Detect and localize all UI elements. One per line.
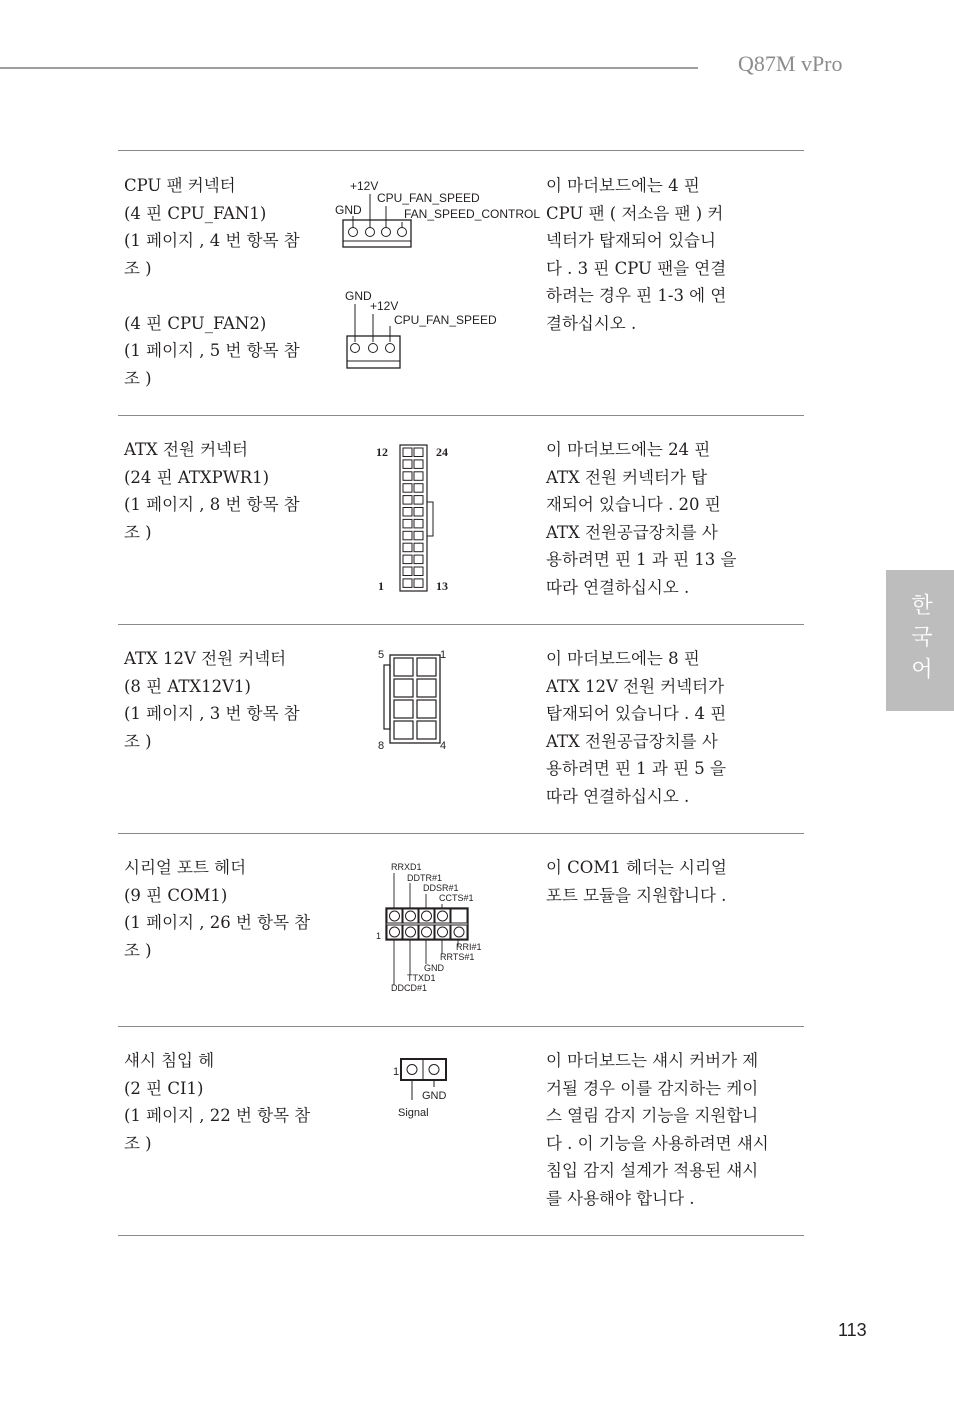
text-line: (4 핀 CPU_FAN2)	[124, 313, 267, 333]
pin-label: Signal	[398, 1107, 429, 1119]
pin-label: 8	[378, 740, 385, 752]
atx-pin	[403, 496, 412, 505]
text-line: 조 )	[124, 368, 152, 388]
atx-pin	[403, 460, 412, 469]
atx-pin	[403, 579, 412, 588]
atx-pin	[403, 567, 412, 576]
atx-pin	[403, 543, 412, 552]
pin-label: RRI#1	[456, 942, 482, 952]
pin-label: +12V	[350, 179, 379, 193]
pin-label: DDCD#1	[391, 983, 428, 993]
text-line: 침입 감지 설계가 적용된 섀시	[546, 1161, 759, 1180]
pin-label: CPU_FAN_SPEED	[377, 191, 480, 205]
text-line: ATX 전원 커넥터가 탑	[546, 467, 708, 487]
text-line: (2 핀 CI1)	[124, 1078, 204, 1098]
atx-pin	[414, 567, 423, 576]
atx-pin	[403, 531, 412, 540]
text-line: 거될 경우 이를 감지하는 케이	[546, 1078, 759, 1098]
pin-label: 1	[393, 1066, 400, 1078]
text-line: ATX 전원공급장치를 사	[546, 731, 718, 751]
pin-label: 12	[376, 445, 388, 459]
text-line: ATX 12V 전원 커넥터가	[546, 676, 725, 696]
pin-label: 1	[440, 649, 447, 661]
text-line: 다 . 3 핀 CPU 팬을 연결	[546, 258, 727, 278]
text-line: 이 COM1 헤더는 시리얼	[546, 858, 727, 877]
text-line: 용하려면 핀 1 과 핀 13 을	[546, 550, 737, 569]
atx-pin	[414, 508, 423, 517]
text-line: 조 )	[124, 940, 152, 960]
row-divider	[118, 415, 804, 416]
pin-label: GND	[335, 203, 362, 217]
atx-pin	[403, 519, 412, 528]
language-tab-label: 한국어	[907, 592, 933, 689]
text-line: 용하려면 핀 1 과 핀 5 을	[546, 759, 726, 778]
pin-label: CPU_FAN_SPEED	[394, 313, 497, 327]
com1-pin-diagram	[372, 858, 492, 998]
atx-pin	[403, 508, 412, 517]
chassis-intrusion-pin-diagram	[390, 1055, 470, 1125]
text-line: 를 사용해야 합니다 .	[546, 1188, 695, 1208]
text-line: (1 페이지 , 26 번 항목 참	[124, 913, 311, 932]
text-line: (24 핀 ATXPWR1)	[124, 467, 270, 487]
atx-pin	[414, 496, 423, 505]
text-line: 하려는 경우 핀 1-3 에 연	[546, 286, 727, 305]
pin-label: TTXD1	[407, 973, 436, 983]
connector-description-cpu-fan	[546, 172, 796, 337]
text-line: 이 마더보드는 섀시 커버가 제	[546, 1051, 759, 1070]
pin-label: +12V	[370, 299, 399, 313]
text-line: 섀시 침입 헤	[124, 1051, 215, 1070]
atx-pin	[403, 448, 412, 457]
row-divider	[118, 150, 804, 151]
atx-pin	[403, 484, 412, 493]
connector-description-atx12v	[546, 645, 796, 810]
text-line: (8 핀 ATX12V1)	[124, 676, 251, 696]
pin-label: RRTS#1	[440, 952, 475, 962]
atx-pin	[403, 472, 412, 481]
connector-name-com1	[124, 854, 329, 964]
text-line: ATX 전원 커넥터	[124, 440, 248, 459]
text-line: 따라 연결하십시오 .	[546, 577, 690, 597]
pin-label: GND	[345, 289, 372, 303]
header-rule	[0, 67, 698, 69]
text-line: CPU 팬 커넥터	[124, 176, 236, 195]
text-line: (1 페이지 , 8 번 항목 참	[124, 495, 300, 514]
text-line: (1 페이지 , 3 번 항목 참	[124, 704, 300, 723]
atx-pin	[414, 555, 423, 564]
connector-name-atx12v	[124, 645, 329, 755]
text-line: 따라 연결하십시오 .	[546, 786, 690, 806]
pin-label: DDTR#1	[407, 873, 443, 883]
text-line: (1 페이지 , 4 번 항목 참	[124, 231, 300, 250]
atx-pin	[414, 484, 423, 493]
text-line: ATX 12V 전원 커넥터	[124, 649, 287, 668]
atx-pin	[414, 460, 423, 469]
pin-label: 4	[440, 740, 447, 752]
text-line: 탑재되어 있습니다 . 4 핀	[546, 704, 727, 723]
connector-name-cpu-fan	[124, 172, 329, 392]
pin-label: CCTS#1	[439, 893, 474, 903]
atx12v-pin-diagram	[370, 645, 460, 760]
text-line: (1 페이지 , 5 번 항목 참	[124, 341, 300, 360]
text-line: 조 )	[124, 258, 152, 278]
atx-pin	[414, 579, 423, 588]
atx-pin	[414, 519, 423, 528]
connector-description-chassis-intrusion	[546, 1047, 796, 1212]
atx-power-pin-diagram	[370, 440, 470, 600]
cpu-fan-pin-diagram	[330, 170, 545, 375]
text-line: (4 핀 CPU_FAN1)	[124, 203, 267, 223]
pin-label: RRXD1	[391, 862, 422, 872]
text-line: 조 )	[124, 1133, 152, 1153]
text-line: (1 페이지 , 22 번 항목 참	[124, 1106, 311, 1125]
text-line: 이 마더보드에는 8 핀	[546, 649, 700, 668]
text-line: 다 . 이 기능을 사용하려면 섀시	[546, 1133, 769, 1153]
text-line: 포트 모듈을 지원합니다 .	[546, 885, 727, 905]
text-line: CPU 팬 ( 저소음 팬 ) 커	[546, 203, 724, 223]
text-line: 결하십시오 .	[546, 313, 637, 333]
text-spacer	[124, 282, 329, 310]
pin-label: 1	[376, 931, 382, 941]
text-line: 이 마더보드에는 4 핀	[546, 176, 700, 195]
text-line: 스 열림 감지 기능을 지원합니	[546, 1106, 759, 1125]
text-line: 넥터가 탑재되어 있습니	[546, 231, 716, 250]
row-divider	[118, 1026, 804, 1027]
pin-label: 5	[378, 649, 385, 661]
pin-label: FAN_SPEED_CONTROL	[404, 207, 541, 221]
connector-description-com1	[546, 854, 796, 909]
pin-label: 24	[436, 445, 448, 459]
atx-pin	[414, 448, 423, 457]
connector-name-chassis-intrusion	[124, 1047, 329, 1157]
model-title: Q87M vPro	[738, 51, 843, 76]
connector-description-atx-power	[546, 436, 796, 601]
atx-pin	[403, 555, 412, 564]
text-line: (9 핀 COM1)	[124, 885, 228, 905]
atx-pin	[414, 472, 423, 481]
text-line: 재되어 있습니다 . 20 핀	[546, 495, 721, 514]
pin-label: DDSR#1	[423, 883, 459, 893]
text-line: 시리얼 포트 헤더	[124, 858, 247, 877]
text-line: 조 )	[124, 522, 152, 542]
row-divider	[118, 624, 804, 625]
language-tab[interactable]	[886, 570, 954, 711]
pin-label: GND	[424, 963, 444, 973]
text-line: ATX 전원공급장치를 사	[546, 522, 718, 542]
row-divider	[118, 1235, 804, 1236]
pin-label: 1	[378, 579, 384, 593]
atx-pin	[414, 531, 423, 540]
text-line: 조 )	[124, 731, 152, 751]
connector-name-atx-power	[124, 436, 329, 546]
row-divider	[118, 833, 804, 834]
pin-label: 13	[436, 579, 448, 593]
atx-pin	[414, 543, 423, 552]
page-number: 113	[838, 1320, 867, 1340]
text-line: 이 마더보드에는 24 핀	[546, 440, 711, 459]
pin-label: GND	[422, 1090, 447, 1102]
